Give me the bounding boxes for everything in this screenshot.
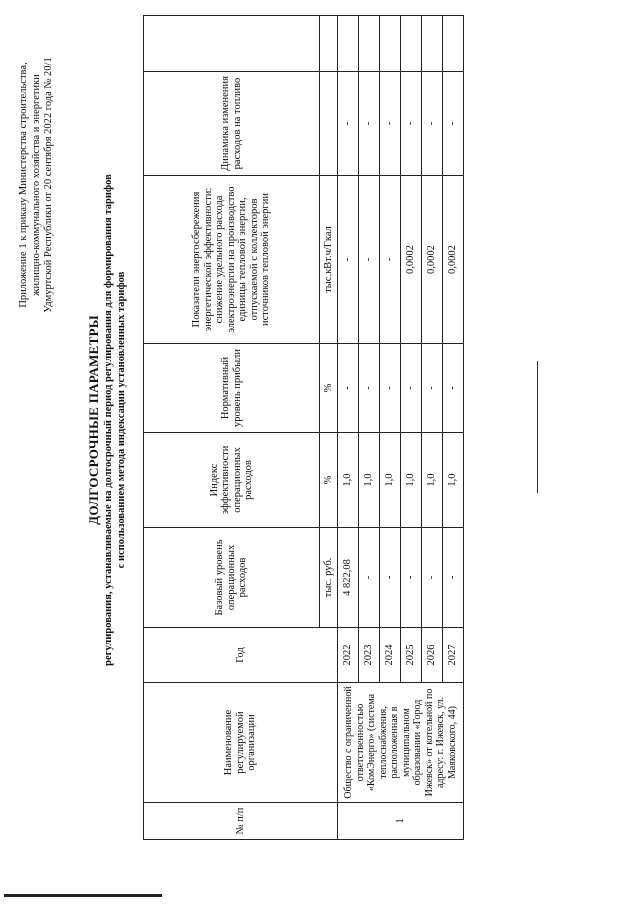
unit-profit: % bbox=[320, 344, 338, 433]
cell-extra bbox=[422, 16, 443, 72]
cell-fuel: - bbox=[380, 72, 401, 176]
header-energy: Показатели энергосбережения энергетической эффективности: снижение удельного расхода электроэнергии на производство единицы тепловой энергии, отпускаемой с коллекторов источников тепловой энергии bbox=[144, 176, 320, 344]
cell-extra bbox=[359, 16, 380, 72]
header-fuel: Динамика изменения расходов на топливо bbox=[144, 72, 320, 176]
unit-index: % bbox=[320, 433, 338, 528]
cell-energy: - bbox=[338, 176, 359, 344]
unit-base-cost: тыс. руб. bbox=[320, 528, 338, 628]
cell-extra bbox=[380, 16, 401, 72]
scan-edge-mark bbox=[4, 894, 162, 897]
cell-extra bbox=[443, 16, 464, 72]
cell-base-cost: - bbox=[422, 528, 443, 628]
cell-index: 1,0 bbox=[443, 433, 464, 528]
cell-organization: Общество с ограниченной ответственностью «КомЭнерго» (система теплоснабжения, расположенная в муниципальном образовании «Город Ижевск» от котельной по адресу: г. Ижевск, ул. Маяковского, 44) bbox=[338, 683, 464, 803]
cell-index: 1,0 bbox=[359, 433, 380, 528]
long-term-parameters-table bbox=[143, 15, 464, 840]
cell-year: 2026 bbox=[422, 628, 443, 683]
cell-energy: 0,0002 bbox=[422, 176, 443, 344]
cell-index: 1,0 bbox=[380, 433, 401, 528]
header-num: № п/п bbox=[144, 803, 338, 840]
unit-energy: тыс.кВт.ч/Гкал bbox=[320, 176, 338, 344]
cell-profit: - bbox=[338, 344, 359, 433]
header-base-cost: Базовый уровень операционных расходов bbox=[144, 528, 320, 628]
approval-note-line: Приложение 1 к приказу Министерства строительства, bbox=[18, 62, 29, 308]
approval-note-line: жилищно-коммунального хозяйства и энергетики bbox=[30, 74, 42, 296]
approval-note-line: Удмуртской Республики от 20 сентября 2022 года № 20/1 bbox=[43, 57, 54, 313]
cell-profit: - bbox=[422, 344, 443, 433]
approval-note bbox=[18, 25, 56, 345]
cell-row-number: 1 bbox=[338, 803, 464, 840]
cell-base-cost: 4 822,08 bbox=[338, 528, 359, 628]
cell-energy: - bbox=[359, 176, 380, 344]
cell-year: 2024 bbox=[380, 628, 401, 683]
cell-profit: - bbox=[401, 344, 422, 433]
cell-fuel: - bbox=[443, 72, 464, 176]
unit-extra bbox=[320, 16, 338, 72]
cell-energy: 0,0002 bbox=[443, 176, 464, 344]
cell-energy: 0,0002 bbox=[401, 176, 422, 344]
cell-fuel: - bbox=[359, 72, 380, 176]
document-subtitle bbox=[102, 25, 128, 815]
cell-index: 1,0 bbox=[401, 433, 422, 528]
cell-fuel: - bbox=[338, 72, 359, 176]
cell-year: 2027 bbox=[443, 628, 464, 683]
document-title: ДОЛГОСРОЧНЫЕ ПАРАМЕТРЫ bbox=[86, 315, 101, 525]
header-profit: Нормативный уровень прибыли bbox=[144, 344, 320, 433]
cell-profit: - bbox=[359, 344, 380, 433]
cell-year: 2023 bbox=[359, 628, 380, 683]
header-index: Индекс эффективности операционных расходов bbox=[144, 433, 320, 528]
cell-fuel: - bbox=[422, 72, 443, 176]
unit-fuel bbox=[320, 72, 338, 176]
header-year: Год bbox=[144, 628, 338, 683]
cell-base-cost: - bbox=[401, 528, 422, 628]
header-extra bbox=[144, 16, 320, 72]
header-org: Наименование регулируемой организации bbox=[144, 683, 338, 803]
subtitle-line: с использованием метода индексации установленных тарифов bbox=[116, 271, 127, 569]
cell-index: 1,0 bbox=[422, 433, 443, 528]
cell-energy: - bbox=[380, 176, 401, 344]
signature-line bbox=[537, 361, 538, 493]
subtitle-line: регулирования, устанавливаемые на долгосрочный период регулирования для формирования тарифов bbox=[103, 174, 114, 666]
cell-base-cost: - bbox=[380, 528, 401, 628]
cell-profit: - bbox=[380, 344, 401, 433]
cell-base-cost: - bbox=[443, 528, 464, 628]
table-header-row bbox=[144, 16, 320, 840]
cell-base-cost: - bbox=[359, 528, 380, 628]
table-row bbox=[338, 16, 359, 840]
cell-index: 1,0 bbox=[338, 433, 359, 528]
cell-year: 2025 bbox=[401, 628, 422, 683]
cell-extra bbox=[338, 16, 359, 72]
cell-year: 2022 bbox=[338, 628, 359, 683]
cell-fuel: - bbox=[401, 72, 422, 176]
cell-profit: - bbox=[443, 344, 464, 433]
cell-extra bbox=[401, 16, 422, 72]
